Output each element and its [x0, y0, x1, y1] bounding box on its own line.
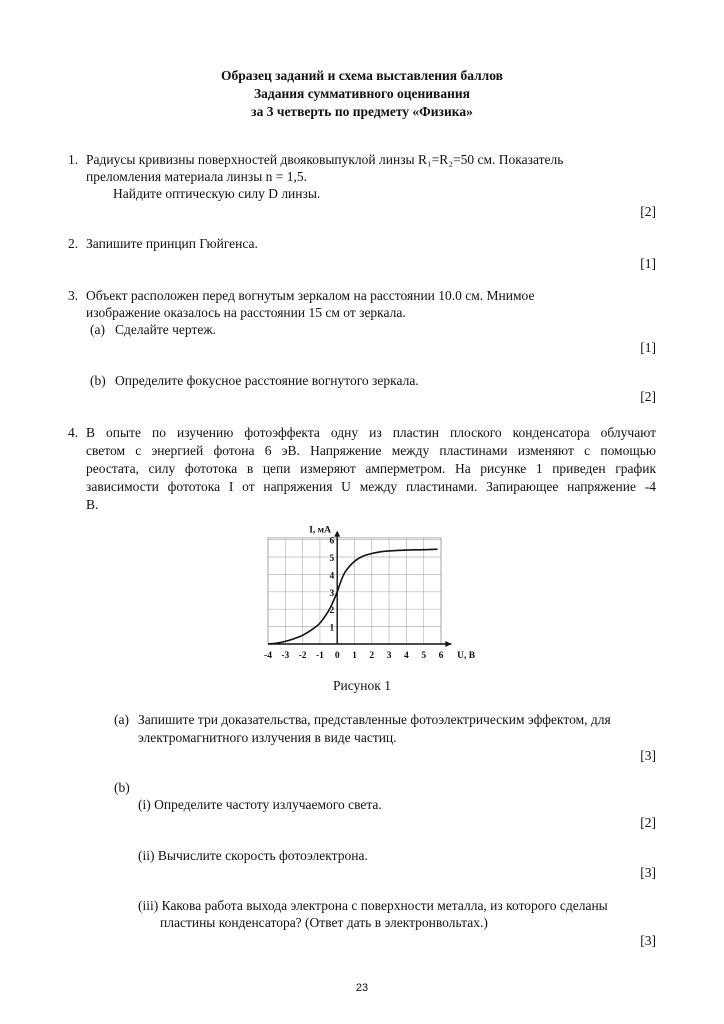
- q3-number: 3.: [68, 288, 79, 303]
- x-tick-label: 6: [438, 651, 444, 661]
- q3-text-line1: Объект расположен перед вогнутым зеркалом на расстоянии 10.0 см. Мнимое: [86, 288, 535, 303]
- q1-score: [2]: [640, 204, 656, 219]
- y-tick-label: 3: [329, 588, 335, 599]
- header-subtitle: Задания суммативного оценивания: [254, 86, 470, 101]
- y-axis-arrow: [334, 531, 340, 537]
- q4-text-line5: В.: [86, 497, 99, 512]
- q3a-text: Сделайте чертеж.: [115, 322, 217, 337]
- q2-number: 2.: [68, 236, 79, 251]
- graph-grid: [268, 538, 441, 644]
- graph-tick-labels: [264, 537, 444, 661]
- q4bii-score: [3]: [640, 865, 656, 880]
- q4-text-line4: зависимости фототока I от напряжения U между пластинами. Запирающее напряжение -4: [86, 479, 656, 494]
- x-tick-label: -2: [298, 651, 307, 661]
- y-tick-label: 6: [329, 536, 335, 547]
- q3b-label: (b): [90, 373, 106, 388]
- q4-number: 4.: [68, 425, 79, 440]
- q1-text-line3: Найдите оптическую силу D линзы.: [113, 186, 321, 201]
- page-number: 23: [355, 982, 369, 994]
- header-title: Образец заданий и схема выставления баллов: [221, 68, 503, 83]
- q4a-text-line2: электромагнитного излучения в виде частиц.: [138, 730, 397, 745]
- x-tick-label: -1: [315, 651, 324, 661]
- q4biii-text-line2: пластины конденсатора? (Ответ дать в электронвольтах.): [160, 915, 488, 930]
- q3b-score: [2]: [640, 389, 656, 404]
- q4-text-line1: В опыте по изучению фотоэффекта одну из пластин плоского конденсатора облучают: [86, 425, 656, 440]
- q4-text-line3: реостата, силу фототока в цепи измеряют амперметром. На рисунке 1 приведен график: [86, 461, 656, 476]
- q1-number: 1.: [68, 152, 79, 167]
- header-quarter: за 3 четверть по предмету «Физика»: [251, 104, 473, 119]
- y-tick-label: 2: [329, 606, 335, 617]
- q4bi-score: [2]: [640, 815, 656, 830]
- q4bi-text: (i) Определите частоту излучаемого света.: [138, 797, 382, 812]
- x-tick-label: 3: [386, 651, 392, 661]
- x-tick-label: 0: [334, 651, 340, 661]
- q1-text-line1: Радиусы кривизны поверхностей двояковыпуклой линзы R₁=R₂=50 см. Показатель: [86, 152, 564, 167]
- x-tick-label: 4: [404, 651, 409, 661]
- q2-score: [1]: [640, 256, 656, 271]
- x-tick-label: 2: [369, 651, 375, 661]
- q3b-text: Определите фокусное расстояние вогнутого зеркала.: [115, 373, 419, 388]
- x-tick-label: 5: [421, 651, 427, 661]
- q4-text-line2: светом с энергией фотона 6 эВ. Напряжение между пластинами изменяют с помощью: [86, 443, 656, 458]
- x-axis-arrow: [445, 641, 451, 647]
- q2-text: Запишите принцип Гюйгенса.: [86, 236, 258, 251]
- q4a-score: [3]: [640, 748, 656, 763]
- q4b-label: (b): [114, 780, 130, 795]
- figure-caption: Рисунок 1: [333, 678, 391, 693]
- x-tick-label: -3: [281, 651, 290, 661]
- q4bii-text: (ii) Вычислите скорость фотоэлектрона.: [138, 848, 368, 863]
- y-tick-label: 5: [329, 554, 335, 564]
- y-tick-label: 4: [329, 571, 335, 582]
- x-tick-label: -4: [264, 651, 272, 661]
- q3-text-line2: изображение оказалось на расстоянии 15 см от зеркала.: [86, 305, 406, 320]
- x-axis-label: U, В: [457, 651, 476, 661]
- q4biii-text-line1: (iii) Какова работа выхода электрона с поверхности металла, из которого сделаны: [138, 898, 608, 913]
- q3a-score: [1]: [640, 340, 656, 355]
- y-axis-label: I, мА: [309, 525, 331, 536]
- q4a-label: (a): [114, 712, 129, 727]
- photocurrent-graph: [250, 518, 500, 668]
- q3a-label: (a): [90, 322, 105, 337]
- q4a-text-line1: Запишите три доказательства, представленные фотоэлектрическим эффектом, для: [138, 712, 611, 727]
- photocurrent-curve: [268, 549, 438, 644]
- x-tick-label: 1: [352, 651, 357, 661]
- q1-text-line2: преломления материала линзы n = 1,5.: [86, 169, 308, 184]
- q4biii-score: [3]: [640, 933, 656, 948]
- y-tick-label: 1: [329, 623, 335, 634]
